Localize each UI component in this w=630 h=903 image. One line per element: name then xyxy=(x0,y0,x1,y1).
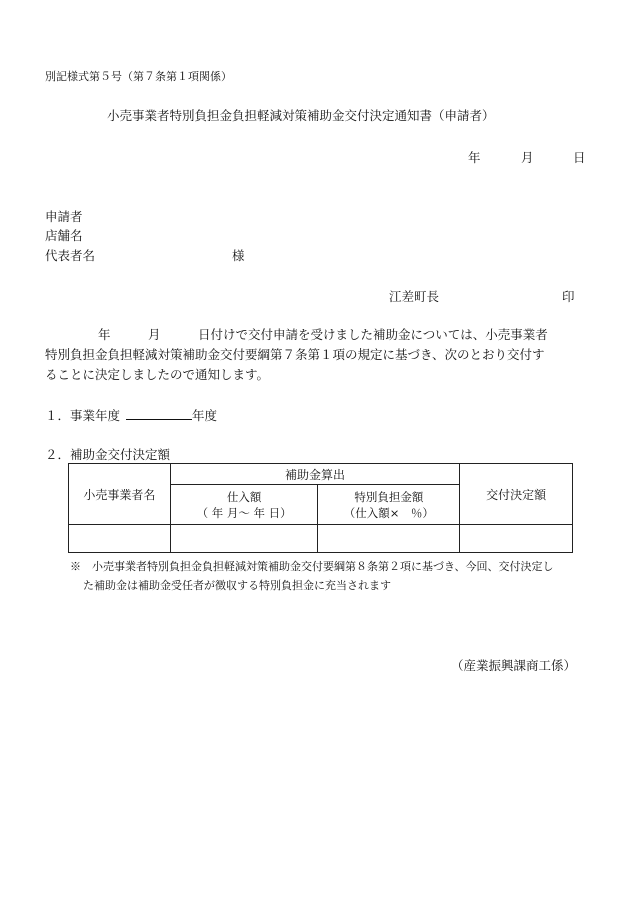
header-subsidy-calc: 補助金算出 xyxy=(170,464,459,485)
cell-special-charge xyxy=(318,525,460,553)
representative-label: 代表者名 xyxy=(45,248,96,263)
fiscal-year-suffix: 年度 xyxy=(192,408,218,423)
header-special-charge xyxy=(318,485,460,525)
shop-name-label: 店舗名 xyxy=(45,228,83,243)
special-charge-rate: （仕入額× ％） xyxy=(343,505,434,520)
header-retailer-name: 小売事業者名 xyxy=(69,464,171,525)
purchase-period: （ 年 月～ 年 日） xyxy=(196,505,292,520)
notice-body xyxy=(45,325,585,385)
body-line-1: 年 月 日付けで交付申請を受けました補助金については、小売事業者 xyxy=(98,327,548,342)
department-footer: （産業振興課商工係） xyxy=(451,658,577,673)
applicant-label: 申請者 xyxy=(45,209,83,224)
footnote xyxy=(70,557,582,595)
footnote-line-1 xyxy=(70,557,582,576)
note-text-1: 小売事業者特別負担金負担軽減対策補助金交付要綱第８条第２項に基づき、今回、交付決定し xyxy=(92,560,554,573)
note-mark: ※ xyxy=(70,560,81,573)
honorific: 様 xyxy=(232,248,245,263)
table-row xyxy=(69,525,573,553)
date-month: 月 xyxy=(521,150,534,165)
form-reference: 別記様式第５号（第７条第１項関係） xyxy=(45,70,232,83)
section-grant-amount: ２．補助金交付決定額 xyxy=(45,447,171,462)
date-day: 日 xyxy=(573,150,586,165)
body-line-3: ることに決定しましたので通知します。 xyxy=(45,367,270,382)
special-charge-label: 特別負担金額 xyxy=(354,489,424,504)
footnote-line-2: た補助金は補助金受任者が徴収する特別負担金に充当されます xyxy=(83,579,391,592)
section-fiscal-year xyxy=(45,406,217,424)
header-purchase xyxy=(170,485,318,525)
cell-retailer-name xyxy=(69,525,171,553)
fiscal-year-blank xyxy=(126,408,192,420)
document-title: 小売事業者特別負担金負担軽減対策補助金交付決定通知書（申請者） xyxy=(107,108,495,123)
cell-purchase xyxy=(170,525,318,553)
fiscal-year-label: １．事業年度 xyxy=(45,408,121,423)
grant-table xyxy=(68,463,573,553)
body-line-2: 特別負担金負担軽減対策補助金交付要綱第７条第１項の規定に基づき、次のとおり交付す xyxy=(45,347,545,362)
date-year: 年 xyxy=(468,150,481,165)
cell-decided-amount xyxy=(460,525,573,553)
header-decided-amount: 交付決定額 xyxy=(460,464,573,525)
seal-mark: 印 xyxy=(562,289,575,304)
purchase-label: 仕入額 xyxy=(226,489,262,504)
sender-name: 江差町長 xyxy=(389,289,440,304)
